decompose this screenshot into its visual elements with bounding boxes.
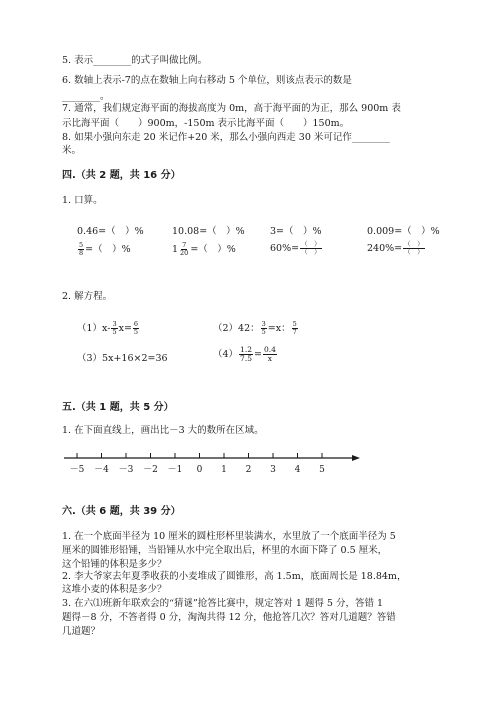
section-4-q2: 2. 解方程。 bbox=[62, 291, 113, 302]
oral-r2c1-tail: =（ ）% bbox=[85, 244, 131, 255]
number-line-tick-label: 1 bbox=[221, 465, 227, 475]
question-5: 5. 表示________的式子叫做比例。 bbox=[62, 55, 208, 66]
oral-r1c4: 0.009=（ ）% bbox=[367, 226, 440, 237]
equation-3: （3）5x+16×2=36 bbox=[77, 353, 168, 364]
number-line-tick-label: －3 bbox=[118, 465, 134, 475]
section-4-heading: 四.（共 2 题，共 16 分） bbox=[62, 170, 181, 181]
fraction-3-5 bbox=[111, 321, 117, 336]
frac-num: 3 bbox=[112, 320, 117, 328]
oral-r2c3 bbox=[270, 241, 323, 256]
oral-r1c2: 10.08=（ ）% bbox=[172, 226, 245, 237]
fraction-7-20 bbox=[179, 242, 189, 257]
oral-r2c4-lead: 240%= bbox=[367, 243, 403, 254]
frac-num: 3 bbox=[261, 320, 266, 328]
mixed-whole: 1 bbox=[172, 244, 179, 255]
equation-1 bbox=[77, 320, 140, 336]
fraction-1.2-7.5 bbox=[239, 346, 253, 363]
question-7-line1: 7. 通常，我们规定海平面的海拔高度为 0m，高于海平面的为正，那么 900m 表 bbox=[62, 103, 401, 114]
eq4-mid: = bbox=[253, 349, 262, 360]
eq2-mid: =x： bbox=[267, 323, 291, 334]
section-6-line6: 3. 在六⑴班新年联欢会的“猜谜”抢答比赛中，规定答对 1 题得 5 分，答错 1 bbox=[62, 598, 384, 609]
section-5-heading: 五.（共 1 题，共 5 分） bbox=[62, 402, 174, 413]
section-6-line4: 2. 李大爷家去年夏季收获的小麦堆成了圆锥形，高 1.5m，底面周长是 18.84m， bbox=[62, 571, 407, 582]
eq2-lead: （2）42： bbox=[213, 323, 260, 334]
number-line-tick-label: －4 bbox=[94, 465, 109, 475]
section-6-heading: 六.（共 6 题，共 39 分） bbox=[62, 506, 181, 517]
question-6-line2: ________。 bbox=[62, 91, 110, 102]
section-6-line5: 这堆小麦的体积是多少？ bbox=[62, 584, 167, 595]
eq1-mid: x= bbox=[118, 323, 132, 334]
equation-2 bbox=[213, 320, 299, 336]
frac-num: 7 bbox=[182, 241, 187, 249]
section-6-line2: 厘米的圆锥形铅锤，当铅锤从水中完全取出后，杯里的水面下降了 0.5 厘米， bbox=[62, 545, 388, 556]
fraction-5-7 bbox=[292, 321, 298, 336]
oral-r2c1 bbox=[77, 241, 131, 257]
number-line bbox=[60, 448, 370, 478]
frac-den: （ ） bbox=[301, 248, 321, 256]
oral-r2c2 bbox=[172, 241, 236, 257]
frac-den: 20 bbox=[180, 249, 189, 257]
question-6-line1: 6. 数轴上表示-7的点在数轴上向右移动 5 个单位，则该点表示的数是 bbox=[62, 75, 352, 86]
question-7-line2: 示比海平面（ ）900m，-150m 表示比海平面（ ）150m。 bbox=[62, 118, 350, 129]
section-6-line7: 题得－8 分，不答者得 0 分，淘淘共得 12 分，他抢答几次？答对几道题？答错 bbox=[62, 612, 396, 623]
frac-den: 7 bbox=[292, 328, 297, 336]
frac-num: 1.2 bbox=[240, 345, 252, 354]
section-4-q1: 1. 口算。 bbox=[62, 195, 103, 206]
frac-den: x bbox=[267, 354, 273, 363]
oral-r2c3-lead: 60%= bbox=[270, 243, 300, 254]
fraction-5-8 bbox=[78, 242, 84, 257]
oral-r1c3: 3=（ ）% bbox=[270, 226, 322, 237]
frac-num: 5 bbox=[79, 241, 84, 249]
oral-r1c1: 0.46=（ ）% bbox=[77, 226, 144, 237]
frac-den: 5 bbox=[112, 328, 117, 336]
number-line-tick-label: 0 bbox=[196, 465, 203, 475]
fraction-blank bbox=[300, 241, 322, 256]
frac-num: 0.4 bbox=[263, 345, 276, 354]
frac-num: （ ） bbox=[301, 240, 321, 248]
number-line-ticks bbox=[70, 453, 326, 475]
frac-den: 7.5 bbox=[240, 354, 252, 363]
section-6-line1: 1. 在一个底面半径为 10 厘米的圆柱形杯里装满水，水里放了一个底面半径为 5 bbox=[62, 531, 396, 542]
section-6-line8: 几道题？ bbox=[62, 626, 101, 637]
number-line-tick-label: 5 bbox=[319, 465, 325, 475]
fraction-6-5 bbox=[133, 321, 139, 336]
oral-r2c4 bbox=[367, 241, 426, 256]
fraction-blank bbox=[403, 241, 425, 256]
oral-r2c2-tail: =（ ）% bbox=[190, 244, 236, 255]
frac-num: （ ） bbox=[404, 240, 424, 248]
frac-den: 5 bbox=[133, 328, 139, 336]
eq1-lead: （1）x- bbox=[77, 323, 111, 334]
number-line-tick-label: －5 bbox=[69, 465, 85, 475]
number-line-tick-label: －2 bbox=[143, 465, 158, 475]
frac-den: （ ） bbox=[404, 248, 424, 256]
fraction-0.4-x bbox=[263, 346, 277, 363]
equation-4 bbox=[213, 346, 278, 363]
frac-den: 8 bbox=[79, 249, 84, 257]
number-line-tick-label: 4 bbox=[294, 465, 301, 475]
number-line-arrow-icon bbox=[352, 455, 360, 461]
number-line-tick-label: －1 bbox=[167, 465, 183, 475]
number-line-tick-label: 2 bbox=[245, 465, 252, 475]
eq4-lead: （4） bbox=[213, 349, 239, 360]
question-8-line1: 8. 如果小强向东走 20 米记作+20 米，那么小强向西走 30 米可记作________ bbox=[62, 132, 390, 143]
fraction-3-5 bbox=[261, 321, 267, 336]
frac-num: 5 bbox=[292, 320, 297, 328]
frac-num: 6 bbox=[133, 320, 139, 328]
number-line-tick-label: 3 bbox=[270, 465, 276, 475]
section-5-q1: 1. 在下面直线上，画出比－3 大的数所在区域。 bbox=[62, 425, 264, 436]
frac-den: 5 bbox=[261, 328, 266, 336]
section-6-line3: 这个铅锤的体积是多少？ bbox=[62, 559, 167, 570]
question-8-line2: 米。 bbox=[62, 145, 82, 156]
